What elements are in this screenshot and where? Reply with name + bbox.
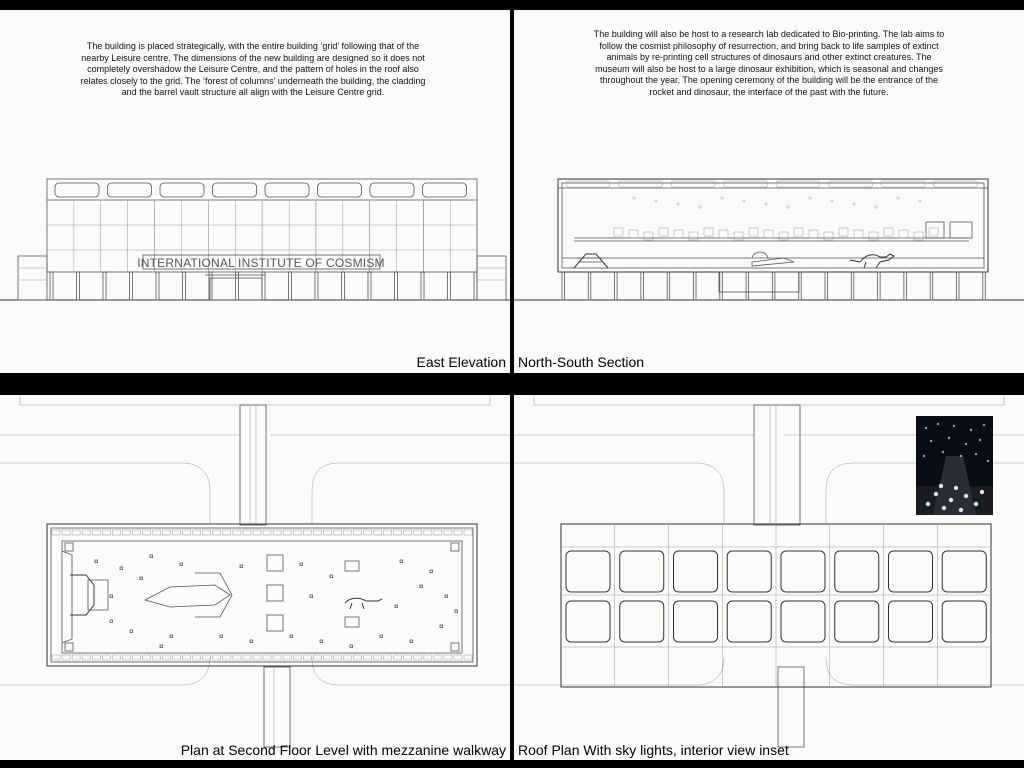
- desc-line: rocket and dinosaur, the interface of the past with the future.: [649, 86, 889, 97]
- desc-line: and the barrel vault structure all align with the Leisure Centre grid.: [121, 87, 385, 98]
- dinosaur-plan: [345, 598, 382, 609]
- desc-line: completely overshadow the Leisure Centre, and the pattern of holes in the roof also: [87, 64, 419, 75]
- section-caption: North-South Section: [518, 354, 645, 370]
- desc-line: throughout the year. The opening ceremony of the building will be the entrance of the: [599, 75, 939, 86]
- desc-line: The building will also be host to a research lab dedicated to Bio-printing. The lab aims to: [593, 29, 945, 39]
- rocket-silhouette: [752, 258, 794, 266]
- floor-plan-panel: [0, 395, 510, 760]
- section-panel: [514, 10, 1024, 373]
- interior-view-inset: [916, 416, 993, 515]
- desc-line: animals by re-printing cell structures of dinosaurs and other extinct creatures. The: [606, 52, 932, 63]
- section-drawing: [514, 10, 1024, 373]
- dinosaur-silhouette: [850, 254, 894, 268]
- east-elevation-drawing: [0, 10, 510, 373]
- desc-line: nearby Leisure centre. The dimensions of the new building are designed so it does not: [81, 52, 425, 63]
- roof-plan-caption: Roof Plan With sky lights, interior view inset: [518, 742, 789, 758]
- desc-line: relates closely to the grid. The ‘forest of columns’ underneath the building, the cladding: [80, 75, 426, 86]
- building-sign-text: INTERNATIONAL INSTITUTE OF COSMISM: [137, 256, 385, 270]
- desc-line: museum will also be host to a large dinosaur exhibition, which is seasonal and changes: [595, 63, 943, 74]
- east-elevation-caption: East Elevation: [416, 354, 506, 370]
- east-elevation-panel: [0, 10, 510, 373]
- floor-plan-drawing: [0, 395, 510, 760]
- desc-line: follow the cosmist philosophy of resurrection, and bring back to life samples of extinct: [599, 40, 939, 51]
- floor-plan-caption: Plan at Second Floor Level with mezzanine walkway: [180, 742, 506, 758]
- roof-plan-panel: [514, 395, 1024, 760]
- desc-line: The building is placed strategically, with the entire building ‘grid’ following that of the: [86, 41, 420, 51]
- interior-view-image: [916, 416, 993, 515]
- rocket-plan: [145, 585, 230, 607]
